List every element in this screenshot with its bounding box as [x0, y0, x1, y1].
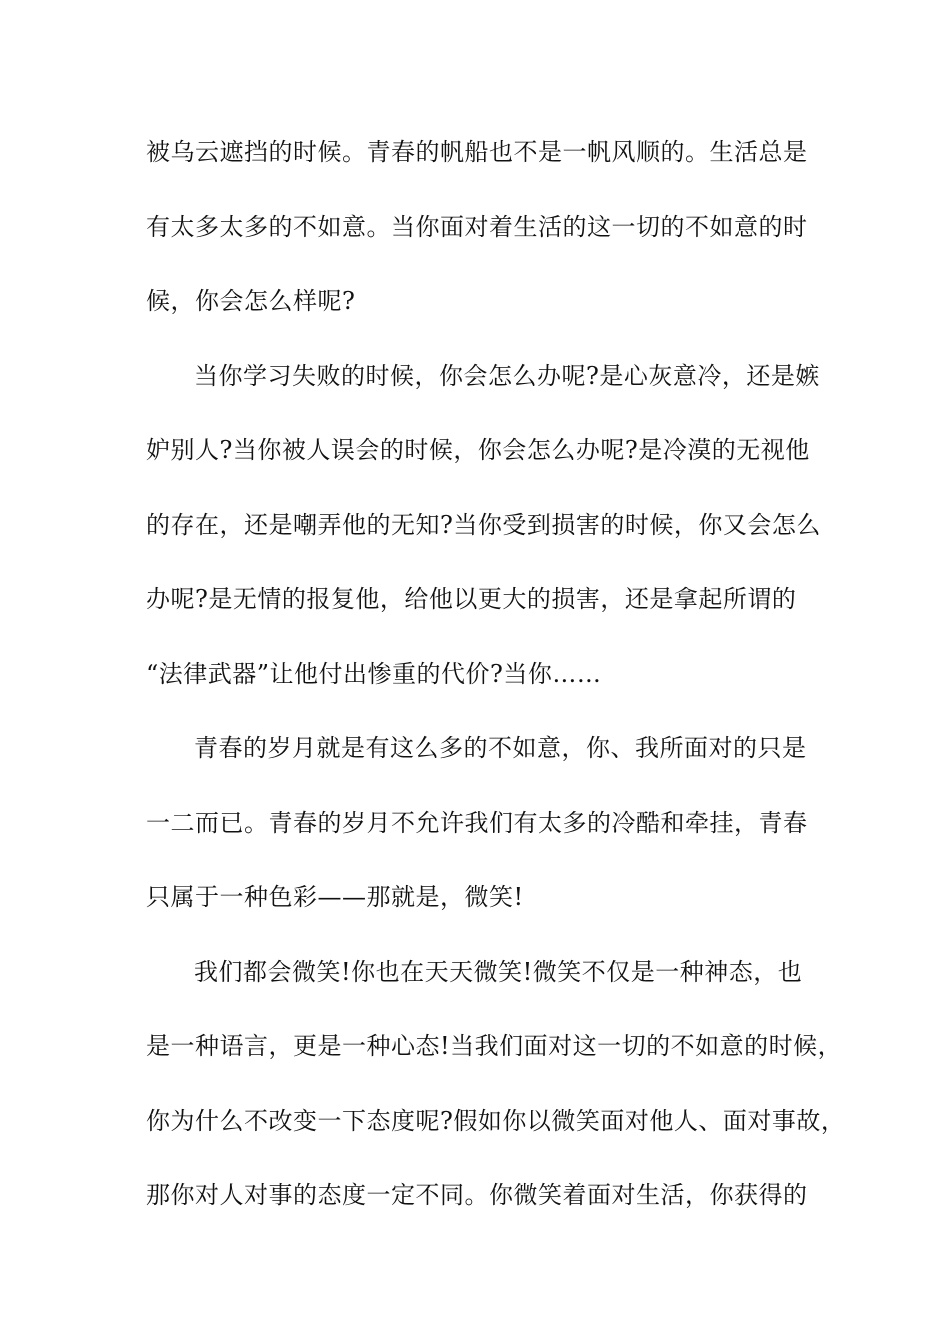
- text-line: 的存在，还是嘲弄他的无知?当你受到损害的时候，你又会怎么: [146, 510, 821, 539]
- text-line: 一二而已。青春的岁月不允许我们有太多的冷酷和牵挂，青春: [146, 808, 808, 837]
- paragraph-first-line: 当你学习失败的时候，你会怎么办呢?是心灰意冷，还是嫉: [194, 361, 820, 390]
- text-line: 只属于一种色彩——那就是，微笑!: [146, 883, 524, 911]
- text-line: 办呢?是无情的报复他，给他以更大的损害，还是拿起所谓的: [146, 585, 797, 613]
- text-line: 被乌云遮挡的时候。青春的帆船也不是一帆风顺的。生活总是: [146, 138, 808, 166]
- text-line: “法律武器”让他付出惨重的代价?当你……: [146, 659, 602, 688]
- text-line: 有太多太多的不如意。当你面对着生活的这一切的不如意的时: [146, 212, 808, 241]
- paragraph-first-line: 我们都会微笑!你也在天天微笑!微笑不仅是一种神态，也: [194, 957, 803, 986]
- text-line: 那你对人对事的态度一定不同。你微笑着面对生活，你获得的: [146, 1181, 808, 1209]
- text-line: 候，你会怎么样呢?: [146, 287, 356, 315]
- text-line: 你为什么不改变一下态度呢?假如你以微笑面对他人、面对事故，: [146, 1106, 846, 1135]
- text-line: 妒别人?当你被人误会的时候，你会怎么办呢?是冷漠的无视他: [146, 436, 810, 464]
- body-text: [146, 128, 846, 1246]
- paragraph-first-line: 青春的岁月就是有这么多的不如意，你、我所面对的只是: [194, 734, 807, 762]
- text-line: 是一种语言，更是一种心态!当我们面对这一切的不如意的时候，: [146, 1032, 843, 1060]
